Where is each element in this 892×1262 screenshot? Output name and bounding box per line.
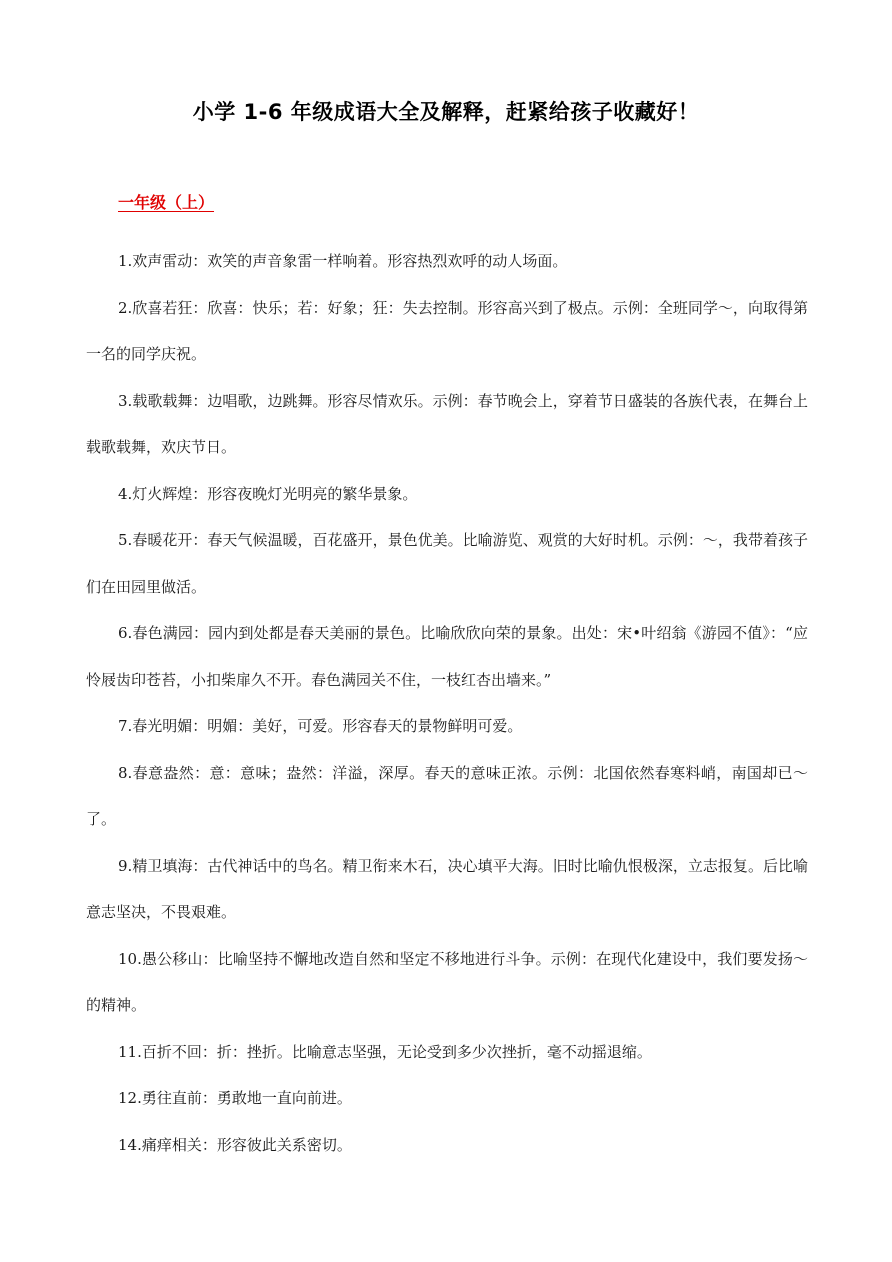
section-heading: 一年级（上）	[118, 193, 215, 212]
idiom-entry: 3.载歌载舞：边唱歌，边跳舞。形容尽情欢乐。示例：春节晚会上，穿着节日盛装的各族代表，在舞台上载歌载舞，欢庆节日。	[86, 391, 808, 456]
idiom-entry: 5.春暖花开：春天气候温暖，百花盛开，景色优美。比喻游览、观赏的大好时机。示例：～，我带着孩子们在田园里做活。	[86, 531, 808, 596]
idiom-entry: 1.欢声雷动：欢笑的声音象雷一样响着。形容热烈欢呼的动人场面。	[118, 252, 568, 270]
idiom-entry: 14.痛痒相关：形容彼此关系密切。	[118, 1135, 352, 1154]
idiom-entry: 12.勇往直前：勇敢地一直向前进。	[118, 1089, 352, 1107]
idiom-entry: 7.春光明媚：明媚：美好，可爱。形容春天的景物鲜明可爱。	[118, 717, 523, 735]
idiom-list	[86, 238, 808, 1168]
idiom-entry: 8.春意盎然：意：意味；盎然：洋溢，深厚。春天的意味正浓。示例：北国依然春寒料峭，南国却已～了。	[86, 763, 808, 828]
idiom-entry: 2.欣喜若狂：欣喜：快乐；若：好象；狂：失去控制。形容高兴到了极点。示例：全班同学～，向取得第一名的同学庆祝。	[86, 298, 808, 363]
idiom-entry: 4.灯火辉煌：形容夜晚灯光明亮的繁华景象。	[118, 484, 418, 503]
idiom-entry: 10.愚公移山：比喻坚持不懈地改造自然和坚定不移地进行斗争。示例：在现代化建设中，我们要发扬～的精神。	[86, 949, 808, 1014]
idiom-entry: 11.百折不回：折：挫折。比喻意志坚强，无论受到多少次挫折，毫不动摇退缩。	[118, 1042, 652, 1061]
idiom-entry: 9.精卫填海：古代神话中的鸟名。精卫衔来木石，决心填平大海。旧时比喻仇恨极深，立志报复。后比喻意志坚决，不畏艰难。	[86, 856, 808, 921]
idiom-entry: 6.春色满园：园内到处都是春天美丽的景色。比喻欣欣向荣的景象。出处：宋•叶绍翁《游园不值》：“应怜屐齿印苍苔，小扣柴扉久不开。春色满园关不住，一枝红杏出墙来。”	[86, 624, 808, 689]
document-title: 小学 1-6 年级成语大全及解释，赶紧给孩子收藏好！	[192, 100, 700, 124]
